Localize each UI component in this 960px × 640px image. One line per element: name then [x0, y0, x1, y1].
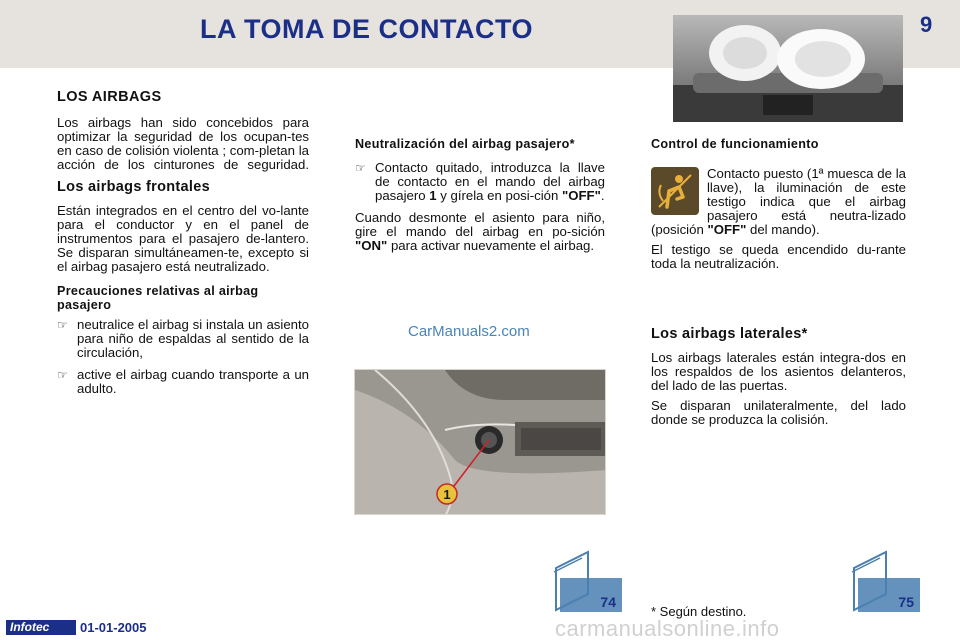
reactivation-paragraph: Cuando desmonte el asiento para niño, gire el mando del airbag en po-sición "ON" para activar nuevamente el airbag. — [355, 210, 605, 253]
frontales-paragraph: Están integrados en el centro del vo-lante para el conductor y en el panel de instrumentos para el pasajero de-lantero. Se disparan simultáneamen-te, excepto si el airbag pasajero está neutralizado. — [57, 203, 309, 274]
callout-label: 1 — [443, 487, 451, 502]
intro-paragraph: Los airbags han sido concebidos para optimizar la seguridad de los ocupan-tes en caso de colisión violenta ; com-pletan la acción de los cinturones de seguridad. — [57, 115, 309, 172]
bullet-text: Contacto quitado, introduzca la llave de contacto en el mando del airbag pasajero 1 y gírela en posi-ción "OFF". — [375, 160, 605, 203]
page-number-left: 74 — [600, 594, 616, 610]
infotec-logo: Infotec — [6, 620, 76, 635]
list-item — [355, 161, 605, 203]
page-74-tab[interactable] — [552, 548, 622, 614]
heading-precauciones: Precauciones relativas al airbag pasajero — [57, 284, 259, 312]
column-right — [651, 137, 906, 433]
passenger-airbag-off-icon — [651, 167, 699, 215]
airbag-switch-photo — [354, 369, 606, 515]
heading-control: Control de funcionamiento — [651, 137, 819, 151]
footer-date: 01-01-2005 — [80, 620, 147, 635]
list-item — [57, 318, 309, 360]
pointing-finger-icon: ☞ — [355, 161, 366, 175]
off-label: "OFF" — [707, 222, 747, 237]
laterales-paragraph-2: Se disparan unilateralmente, del lado donde se produzca la colisión. — [651, 398, 906, 427]
page-number-right: 75 — [898, 594, 914, 610]
list-item — [57, 368, 309, 396]
page-title: LA TOMA DE CONTACTO — [200, 14, 533, 44]
laterales-paragraph-1: Los airbags laterales están integra-dos en los respaldos de los asientos delanteros, del lado de las puertas. — [651, 350, 906, 393]
airbag-deploy-photo — [673, 15, 903, 122]
on-label: "ON" — [355, 238, 388, 253]
pointing-finger-icon: ☞ — [57, 318, 68, 332]
footnote: * Según destino. — [651, 604, 747, 619]
heading-frontales: Los airbags frontales — [57, 179, 210, 195]
column-left — [57, 90, 309, 404]
heading-laterales: Los airbags laterales* — [651, 326, 808, 342]
watermark-link[interactable]: CarManuals2.com — [408, 323, 530, 340]
chapter-number: 9 — [920, 12, 933, 37]
section-heading-airbags: LOS AIRBAGS — [57, 89, 162, 105]
bullet-text: neutralice el airbag si instala un asiento para niño de espaldas al sentido de la circulación, — [77, 317, 309, 360]
off-label: "OFF" — [561, 188, 601, 203]
bullet-text: active el airbag cuando transporte a un adulto. — [77, 367, 309, 396]
control-paragraph: Contacto puesto (1ª muesca de la llave), la iluminación de este testigo indica que el airbag pasajero está neutra-lizado (posición "OFF" del mando). — [651, 166, 906, 237]
pointing-finger-icon: ☞ — [57, 368, 68, 382]
column-middle — [355, 137, 605, 259]
heading-neutralizacion: Neutralización del airbag pasajero* — [355, 137, 575, 151]
control-paragraph-2: El testigo se queda encendido du-rante toda la neutralización. — [651, 242, 906, 271]
watermark-bottom: carmanualsonline.info — [555, 616, 780, 640]
page-75-tab[interactable] — [850, 548, 920, 614]
